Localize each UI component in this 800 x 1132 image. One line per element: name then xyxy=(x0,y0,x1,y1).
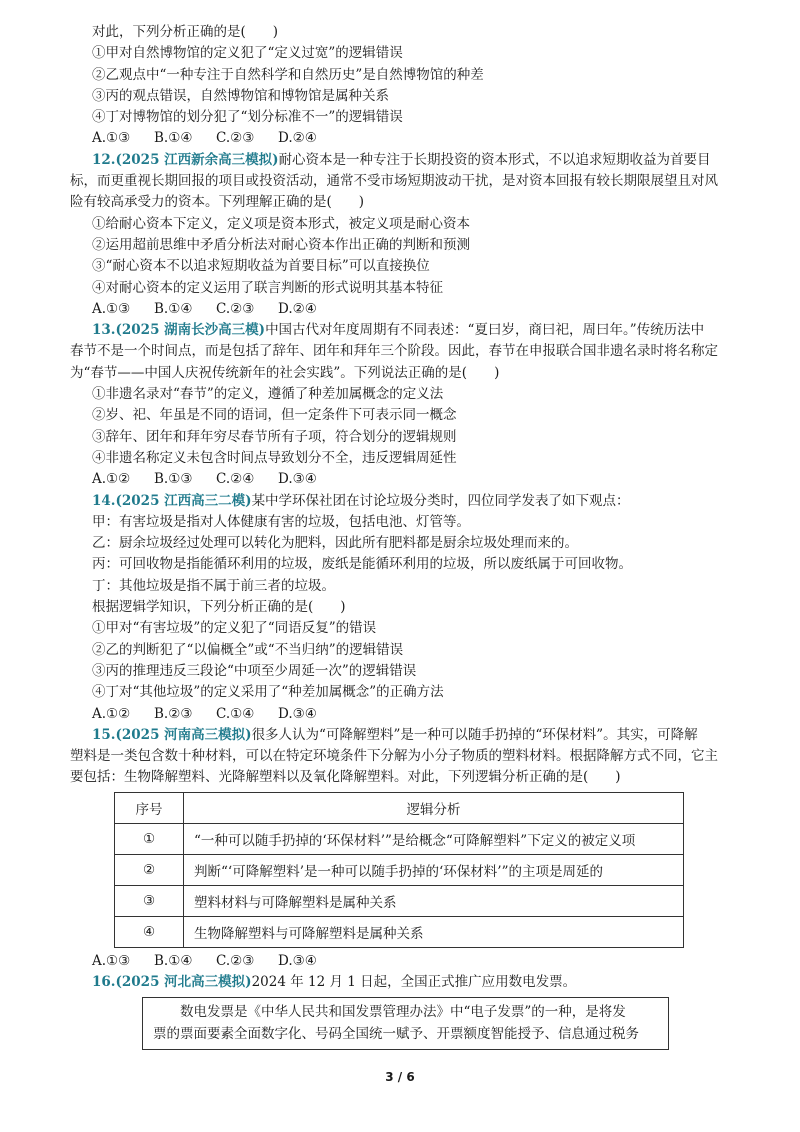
question-source: (2025 河南高三模拟) xyxy=(115,726,252,743)
table-row xyxy=(115,916,684,947)
header-analysis: 逻辑分析 xyxy=(184,792,684,823)
question-14 xyxy=(92,491,752,725)
question-text: 根据逻辑学知识，下列分析正确的是( ) xyxy=(92,599,346,616)
row-analysis: 塑料材料与可降解塑料是属种关系 xyxy=(184,885,684,916)
material-box xyxy=(142,997,669,1050)
question-text: 甲：有害垃圾是指对人体健康有害的垃圾，包括电池、灯管等。 xyxy=(92,513,470,530)
page-number: 3 / 6 xyxy=(385,1070,415,1084)
table-row xyxy=(115,854,684,885)
table-row xyxy=(115,885,684,916)
choice-a: A.①② xyxy=(92,471,131,488)
question-text: 中国古代对年度周期有不同表述：“夏曰岁，商曰祀，周曰年。”传统历法中 xyxy=(265,322,705,339)
option-line: ③辞年、团年和拜年穷尽春节所有子项，符合划分的逻辑规则 xyxy=(92,428,457,445)
question-number: 13. xyxy=(92,322,116,339)
question-text: 丙：可回收物是指能循环利用的垃圾，废纸是能循环利用的垃圾，所以废纸属于可回收物。 xyxy=(92,556,632,573)
choice-c: C.②③ xyxy=(216,952,255,969)
question-text: 要包括：生物降解塑料、光降解塑料以及氧化降解塑料。对此，下列逻辑分析正确的是( ) xyxy=(70,769,621,786)
choice-c: C.②④ xyxy=(216,471,255,488)
option-line: ②乙的判断犯了“以偏概全”或“不当归纳”的逻辑错误 xyxy=(92,641,404,658)
choice-c: C.②③ xyxy=(216,130,255,147)
choice-d: D.③④ xyxy=(278,952,317,969)
row-number: ④ xyxy=(115,916,184,947)
choice-a: A.①③ xyxy=(92,130,131,147)
option-line: ④丁对“其他垃圾”的定义采用了“种差加属概念”的正确方法 xyxy=(92,684,444,701)
answer-choices xyxy=(92,469,752,490)
choice-b: B.①③ xyxy=(154,471,193,488)
page-content xyxy=(70,22,752,1050)
question-number: 15. xyxy=(92,726,116,743)
option-line: ②乙观点中“一种专注于自然科学和自然历史”是自然博物馆的种差 xyxy=(92,66,484,83)
question-stem: 对此，下列分析正确的是( ) xyxy=(92,24,279,40)
question-source: (2025 江西高三二模) xyxy=(115,492,252,509)
row-number: ② xyxy=(115,854,184,885)
option-line: ③丙的推理违反三段论“中项至少周延一次”的逻辑错误 xyxy=(92,662,417,679)
table-header-row xyxy=(115,792,684,823)
question-text: 丁：其他垃圾是指不属于前三者的垃圾。 xyxy=(92,577,335,594)
option-line: ①给耐心资本下定义，定义项是资本形式，被定义项是耐心资本 xyxy=(92,215,470,232)
logic-analysis-table xyxy=(114,792,684,948)
question-text: 险有较高承受力的资本。下列理解正确的是( ) xyxy=(70,194,365,211)
question-number: 16. xyxy=(92,973,116,990)
choice-a: A.①③ xyxy=(92,300,131,317)
choice-d: D.③④ xyxy=(278,705,317,722)
option-line: ①甲对“有害垃圾”的定义犯了“同语反复”的错误 xyxy=(92,620,377,637)
choice-b: B.②③ xyxy=(154,705,193,722)
choice-c: C.①④ xyxy=(216,705,255,722)
question-text: 春节不是一个时间点，而是包括了辞年、团年和拜年三个阶段。因此，春节在申报联合国非遗名录时将名称定 xyxy=(70,343,718,360)
choice-a: A.①③ xyxy=(92,952,131,969)
choice-c: C.②③ xyxy=(216,300,255,317)
question-text: 塑料是一类包含数十种材料，可以在特定环境条件下分解为小分子物质的塑料材料。根据降解方式不同，它主 xyxy=(70,748,718,765)
row-analysis: “一种可以随手扔掉的‘环保材料’”是给概念“可降解塑料”下定义的被定义项 xyxy=(184,823,684,854)
option-line: ②运用超前思维中矛盾分析法对耐心资本作出正确的判断和预测 xyxy=(92,236,470,253)
question-text: 乙：厨余垃圾经过处理可以转化为肥料，因此所有肥料都是厨余垃圾处理而来的。 xyxy=(92,535,578,552)
question-11-tail xyxy=(92,22,752,150)
choice-d: D.②④ xyxy=(278,130,317,147)
option-line: ①甲对自然博物馆的定义犯了“定义过宽”的逻辑错误 xyxy=(92,45,403,62)
choice-b: B.①④ xyxy=(154,300,193,317)
question-13 xyxy=(70,320,752,490)
question-text: 2024 年 12 月 1 日起，全国正式推广应用数电发票。 xyxy=(251,973,577,990)
answer-choices xyxy=(92,951,752,972)
option-line: ④对耐心资本的定义运用了联言判断的形式说明其基本特征 xyxy=(92,279,443,296)
header-number: 序号 xyxy=(115,792,184,823)
option-line: ④非遗名称定义未包含时间点导致划分不全，违反逻辑周延性 xyxy=(92,449,457,466)
option-line: ④丁对博物馆的划分犯了“划分标准不一”的逻辑错误 xyxy=(92,109,403,126)
question-15 xyxy=(70,725,752,972)
question-16 xyxy=(92,972,752,1050)
question-source: (2025 湖南长沙高三模) xyxy=(115,322,266,339)
choice-d: D.③④ xyxy=(278,471,317,488)
row-analysis: 生物降解塑料与可降解塑料是属种关系 xyxy=(184,916,684,947)
option-line: ③丙的观点错误，自然博物馆和博物馆是属种关系 xyxy=(92,87,389,104)
question-number: 14. xyxy=(92,492,116,509)
question-text: 耐心资本是一种专注于长期投资的资本形式，不以追求短期收益为首要目 xyxy=(278,151,711,168)
option-line: ①非遗名录对“春节”的定义，遵循了种差加属概念的定义法 xyxy=(92,386,444,403)
question-text: 为“春节——中国人庆祝传统新年的社会实践”。下列说法正确的是( ) xyxy=(70,364,500,381)
answer-choices xyxy=(92,128,752,149)
table-row xyxy=(115,823,684,854)
choice-a: A.①② xyxy=(92,705,131,722)
choice-b: B.①④ xyxy=(154,952,193,969)
question-text: 标，而更重视长期回报的项目或投资活动，通常不受市场短期波动干扰，是对资本回报有较长期限展望且对风 xyxy=(70,173,718,190)
row-number: ③ xyxy=(115,885,184,916)
question-source: (2025 河北高三模拟) xyxy=(115,973,252,990)
option-line: ②岁、祀、年虽是不同的语词，但一定条件下可表示同一概念 xyxy=(92,407,457,424)
question-12 xyxy=(70,150,752,320)
question-text: 某中学环保社团在讨论垃圾分类时，四位同学发表了如下观点： xyxy=(251,492,630,509)
row-number: ① xyxy=(115,823,184,854)
answer-choices xyxy=(92,299,752,320)
material-text: 票的票面要素全面数字化、号码全国统一赋予、开票额度智能授予、信息通过税务 xyxy=(153,1025,639,1042)
option-line: ③“耐心资本不以追求短期收益为首要目标”可以直接换位 xyxy=(92,258,430,275)
choice-b: B.①④ xyxy=(154,130,193,147)
row-analysis: 判断“‘可降解塑料’是一种可以随手扔掉的‘环保材料’”的主项是周延的 xyxy=(184,854,684,885)
question-text: 很多人认为“可降解塑料”是一种可以随手扔掉的“环保材料”。其实，可降解 xyxy=(251,726,698,743)
choice-d: D.②④ xyxy=(278,300,317,317)
question-source: (2025 江西新余高三模拟) xyxy=(115,151,279,168)
material-text: 数电发票是《中华人民共和国发票管理办法》中“电子发票”的一种，是将发 xyxy=(180,1004,626,1021)
answer-choices xyxy=(92,704,752,725)
question-number: 12. xyxy=(92,151,116,168)
